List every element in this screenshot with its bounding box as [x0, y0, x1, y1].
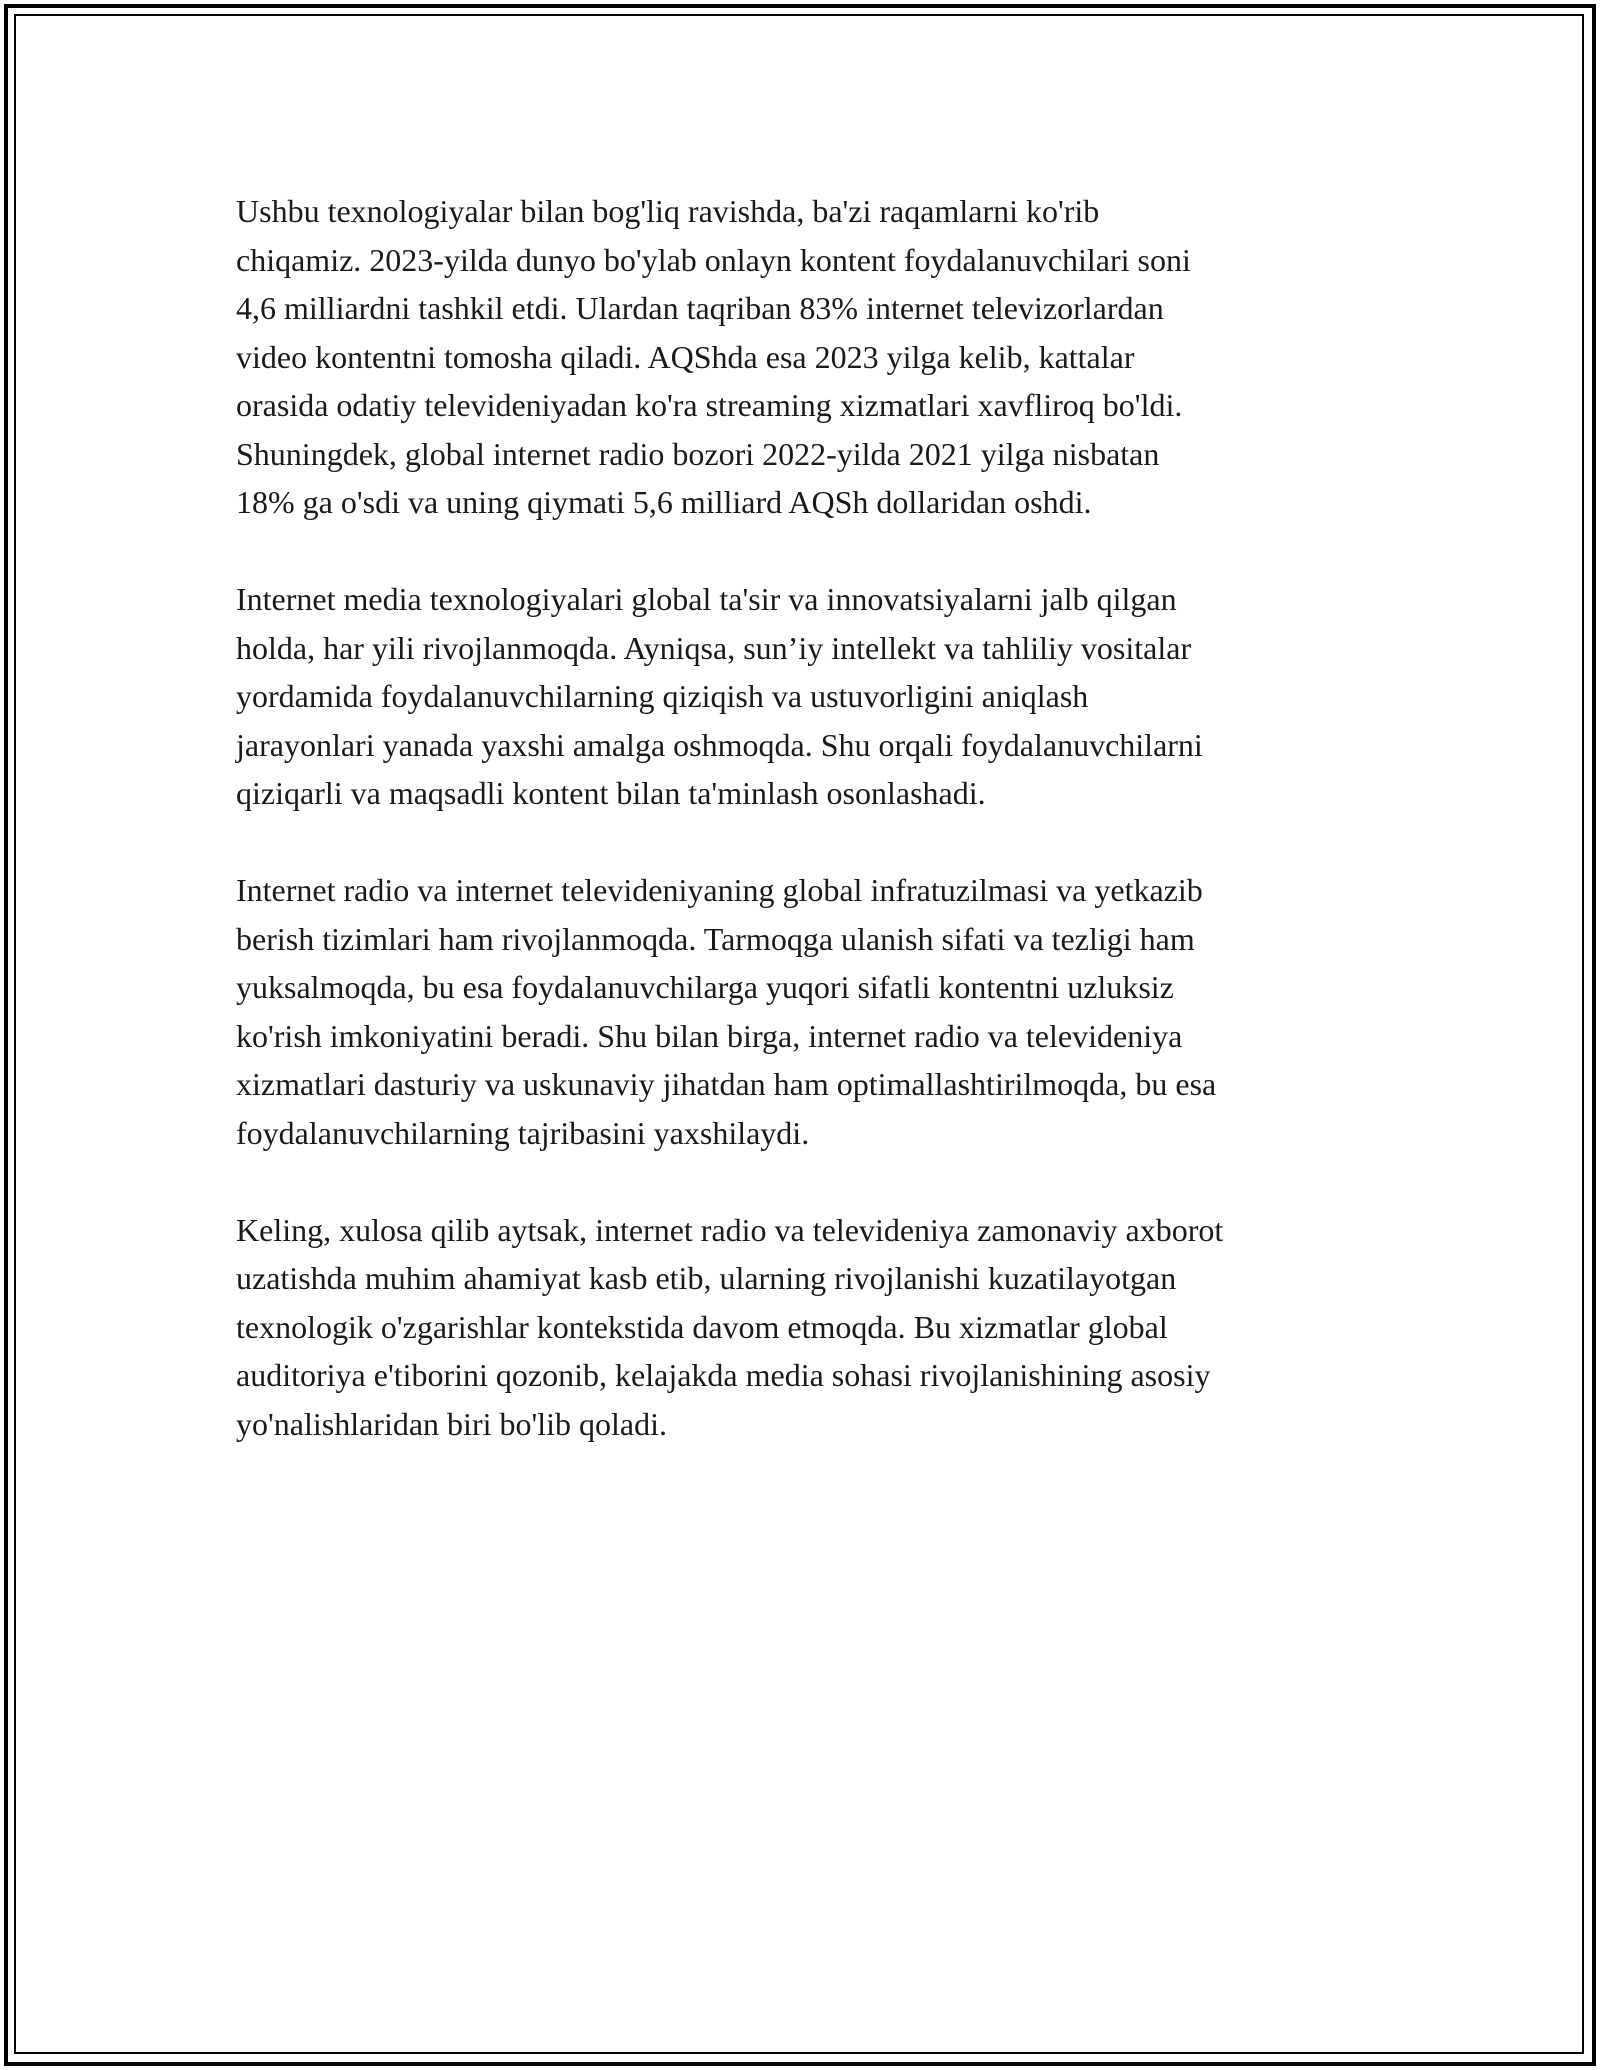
paragraph-statistics: Ushbu texnologiyalar bilan bog'liq ravishda, ba'zi raqamlarni ko'rib chiqamiz. 2023-yilda dunyo bo'ylab onlayn kontent foydalanuvchilari soni 4,6 milliardni tashkil etdi. Ulardan taqriban 83% internet televizorlardan video kontentni tomosha qiladi. AQShda esa 2023 yilga kelib, kattalar orasida odatiy televideniyadan ko'ra streaming xizmatlari xavfliroq bo'ldi. Shuningdek, global internet radio bozori 2022-yilda 2021 yilga nisbatan 18% ga o'sdi va uning qiymati 5,6 milliard AQSh dollaridan oshdi.: [236, 193, 1191, 520]
paragraph-infrastructure: Internet radio va internet televideniyaning global infratuzilmasi va yetkazib berish tizimlari ham rivojlanmoqda. Tarmoqga ulanish sifati va tezligi ham yuksalmoqda, bu esa foydalanuvchilarga yuqori sifatli kontentni uzluksiz ko'rish imkoniyatini beradi. Shu bilan birga, internet radio va televideniya xizmatlari dasturiy va uskunaviy jihatdan ham optimallashtirilmoqda, bu esa foydalanuvchilarning tajribasini yaxshilaydi.: [236, 872, 1217, 1151]
paragraph-conclusion: Keling, xulosa qilib aytsak, internet radio va televideniya zamonaviy axborot uzatishda muhim ahamiyat kasb etib, ularning rivojlanishi kuzatilayotgan texnologik o'zgarishlar kontekstida davom etmoqda. Bu xizmatlar global auditoriya e'tiborini qozonib, kelajakda media sohasi rivojlanishining asosiy yo'nalishlaridan biri bo'lib qoladi.: [236, 1211, 1224, 1442]
document-body: [236, 187, 1376, 1497]
paragraph-media-technologies: Internet media texnologiyalari global ta'sir va innovatsiyalarni jalb qilgan holda, har yili rivojlanmoqda. Ayniqsa, sun’iy intellekt va tahliliy vositalar yordamida foydalanuvchilarning qiziqish va ustuvorligini aniqlash jarayonlari yanada yaxshi amalga oshmoqda. Shu orqali foydalanuvchilarni qiziqarli va maqsadli kontent bilan ta'minlash osonlashadi.: [236, 581, 1203, 811]
